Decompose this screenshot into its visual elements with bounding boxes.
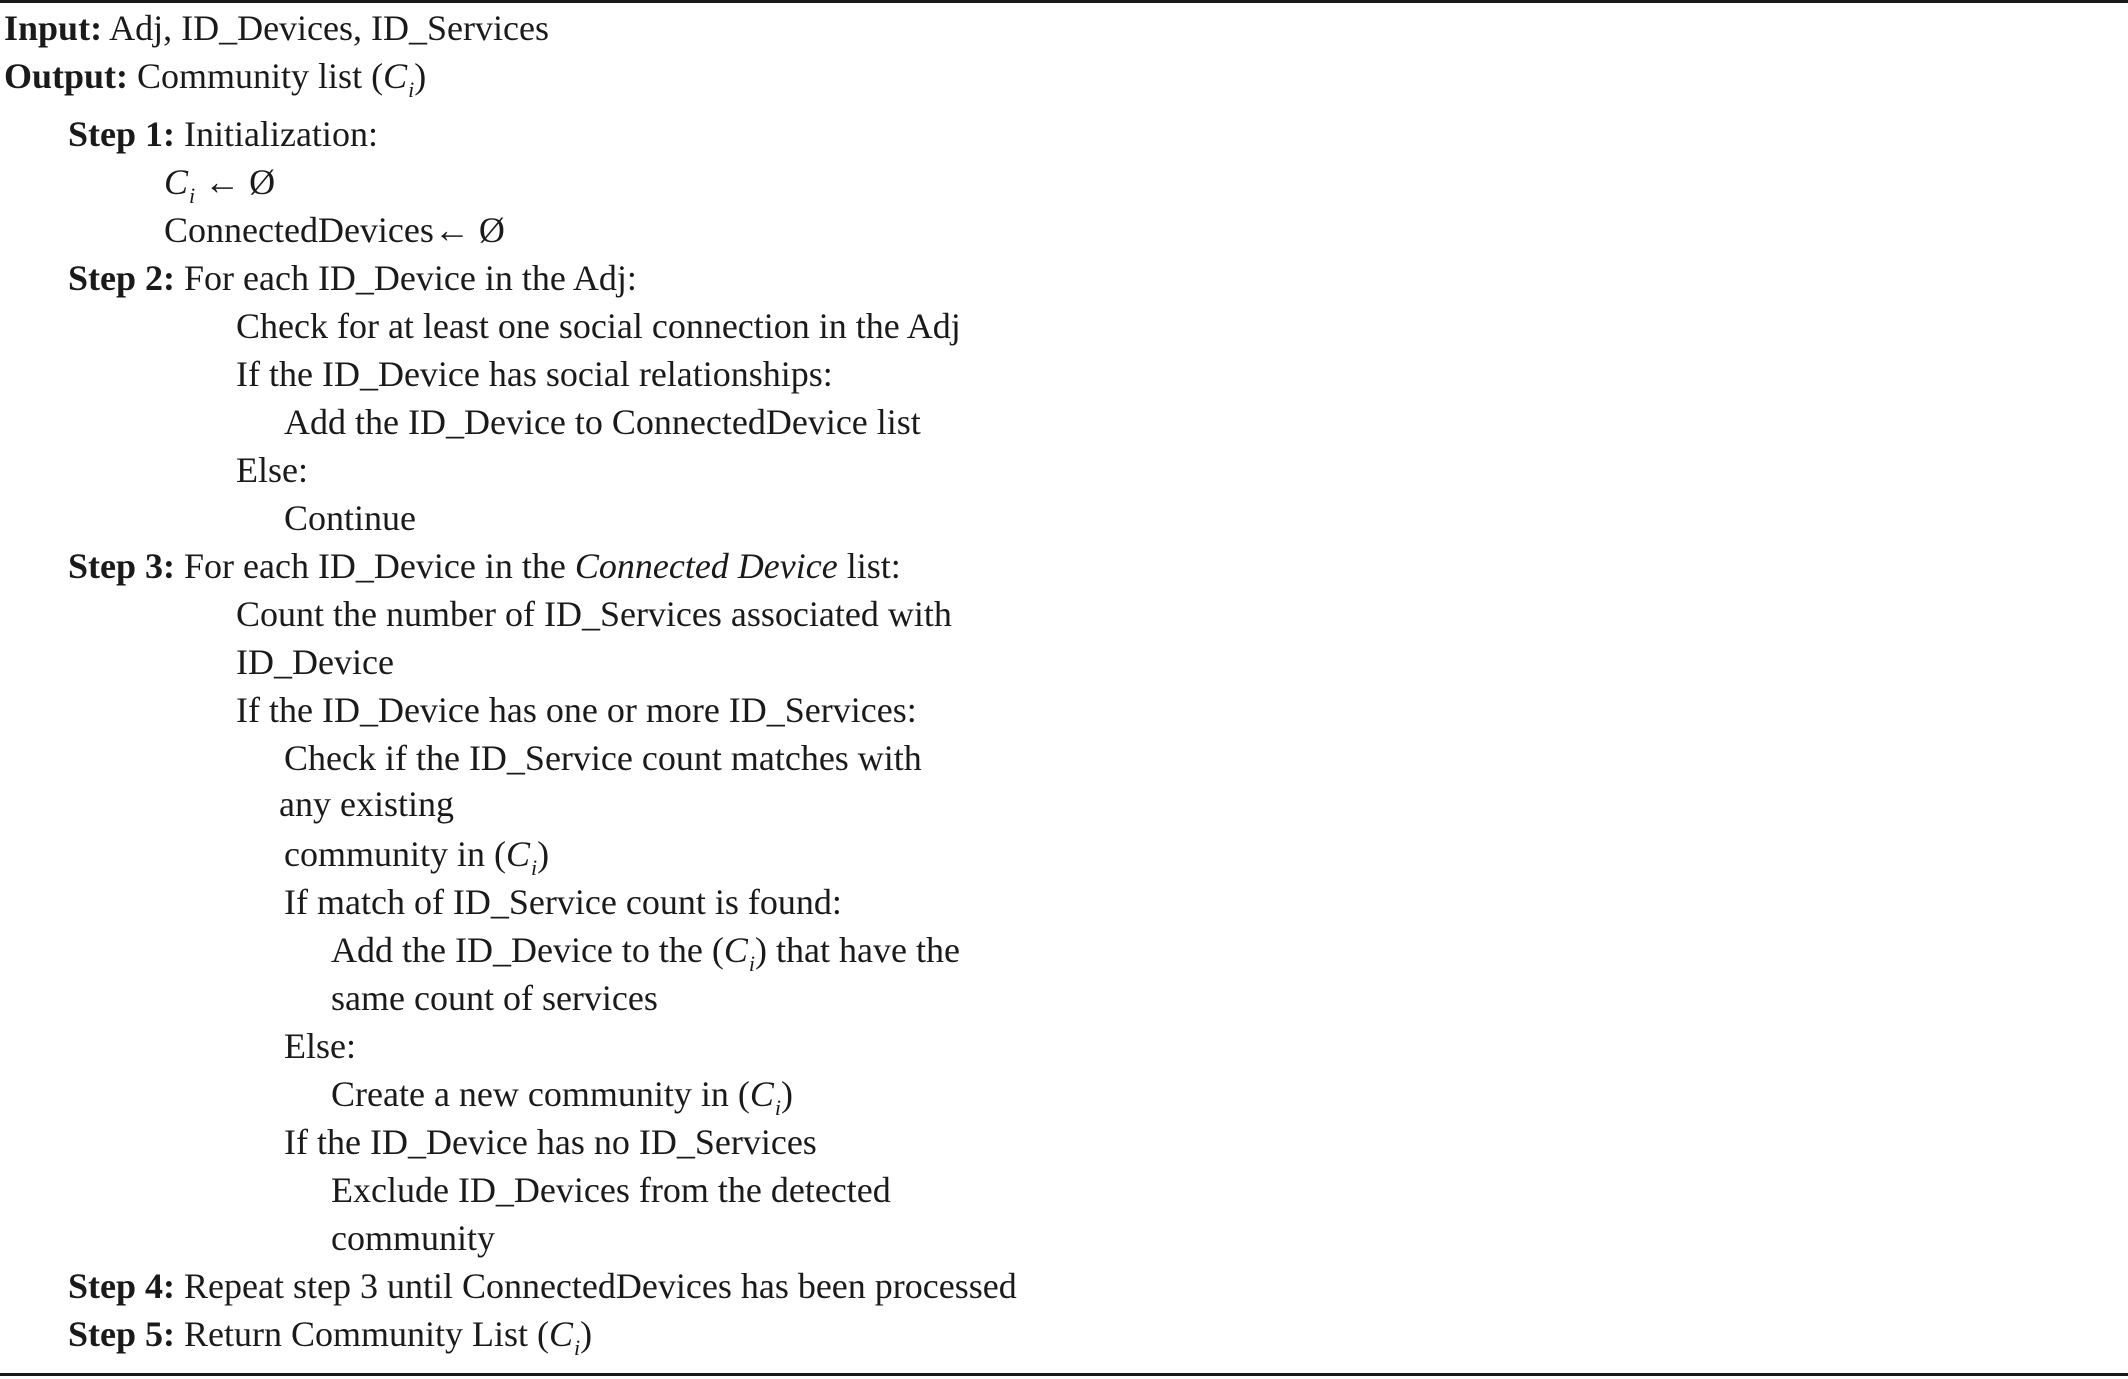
- step3-check-line1: Check if the ID_Service count matches with: [284, 738, 922, 778]
- step5-label: Step 5:: [68, 1314, 175, 1354]
- output-text: Community list: [137, 56, 363, 96]
- input-label: Input:: [4, 8, 103, 48]
- step3-check-line2: any existing: [279, 784, 454, 824]
- input-line: [4, 10, 549, 50]
- step3-check-line3: community in $(C_i)$: [284, 834, 550, 880]
- step5-line: Step 5: Return Community List $(C_i)$: [68, 1314, 593, 1360]
- step1-text: Initialization:: [184, 114, 378, 154]
- step1-init-connected: ConnectedDevices← Ø: [164, 210, 505, 250]
- step3-line: Step 3: For each ID_Device in the Connected Device list:: [68, 546, 901, 586]
- step3-if-match: If match of ID_Service count is found:: [284, 882, 842, 922]
- step2-check: Check for at least one social connection in the Adj: [236, 306, 961, 346]
- step3-count-line2: ID_Device: [236, 642, 394, 682]
- step3-else: Else:: [284, 1026, 356, 1066]
- step2-else: Else:: [236, 450, 308, 490]
- step3-add-line1: Add the ID_Device to the $(C_i)$ that have the: [331, 930, 960, 976]
- step3-exclude-line2: community: [331, 1218, 495, 1258]
- step2-line: [68, 260, 637, 300]
- step2-text: For each ID_Device in the Adj:: [184, 258, 637, 298]
- step2-if: If the ID_Device has social relationships:: [236, 354, 833, 394]
- top-rule: [0, 0, 2128, 3]
- step2-label: Step 2:: [68, 258, 175, 298]
- step3-create: Create a new community in $(C_i)$: [331, 1074, 794, 1120]
- step4-line: Step 4: Repeat step 3 until ConnectedDevices has been processed: [68, 1266, 1017, 1306]
- step2-add: Add the ID_Device to ConnectedDevice list: [284, 402, 921, 442]
- step1-line: [68, 116, 378, 156]
- output-label: Output:: [4, 56, 129, 96]
- step3-exclude-line1: Exclude ID_Devices from the detected: [331, 1170, 891, 1210]
- output-line: [4, 56, 427, 102]
- bottom-rule: [0, 1373, 2128, 1376]
- step2-continue: Continue: [284, 498, 416, 538]
- step3-if-none: If the ID_Device has no ID_Services: [284, 1122, 817, 1162]
- step1-init-c: $C_i$ ← Ø: [164, 162, 276, 208]
- step3-add-line2: same count of services: [331, 978, 658, 1018]
- step4-label: Step 4:: [68, 1266, 175, 1306]
- step1-label: Step 1:: [68, 114, 175, 154]
- step3-label: Step 3:: [68, 546, 175, 586]
- step3-if-services: If the ID_Device has one or more ID_Services:: [236, 690, 917, 730]
- output-community-symbol: $(C_i)$: [371, 56, 427, 102]
- input-text: Adj, ID_Devices, ID_Services: [109, 8, 549, 48]
- step3-count-line1: Count the number of ID_Services associated with: [236, 594, 952, 634]
